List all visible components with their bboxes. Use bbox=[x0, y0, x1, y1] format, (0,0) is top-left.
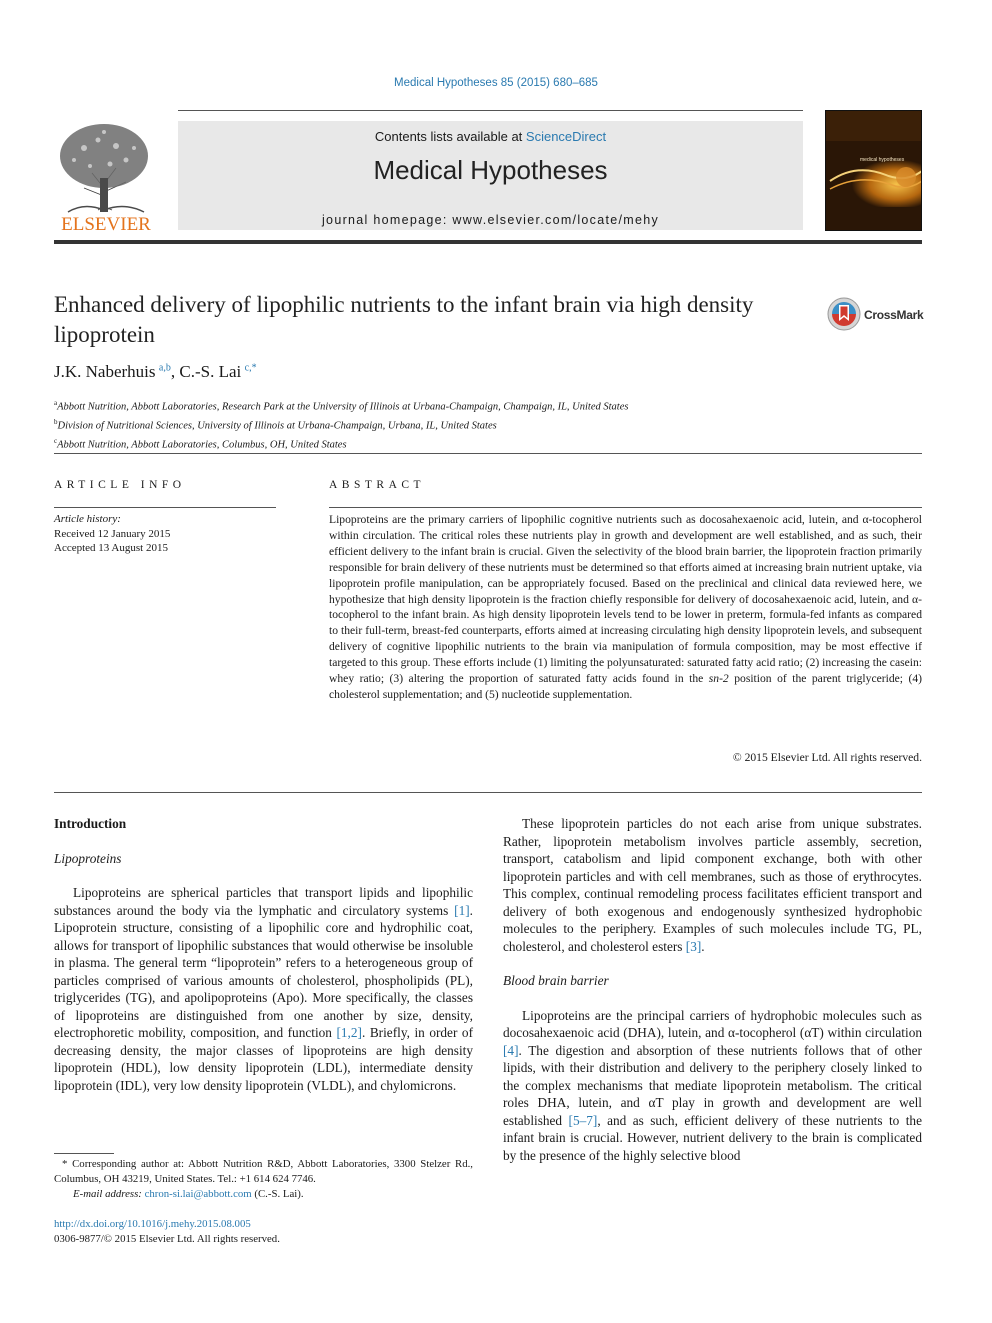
journal-cover-image bbox=[826, 111, 922, 231]
crossmark-badge[interactable] bbox=[826, 296, 926, 334]
affiliation-text: Abbott Nutrition, Abbott Laboratories, Research Park at the University of Illinois at Urbana-Champaign, Champaign, IL, United States bbox=[57, 401, 629, 413]
article-info-heading: ARTICLE INFO bbox=[54, 479, 186, 491]
corresponding-author-footnote bbox=[54, 1157, 473, 1202]
affiliation-text: Abbott Nutrition, Abbott Laboratories, Columbus, OH, United States bbox=[57, 439, 347, 451]
paragraph-text: Lipoproteins are spherical particles that transport lipids and lipophilic substances around the body via the lymphatic and circulatory systems bbox=[54, 885, 473, 918]
body-column-right bbox=[503, 815, 922, 1164]
abstract-emphasis: sn-2 bbox=[708, 672, 729, 686]
author-affiliation-marker[interactable]: a,b bbox=[158, 362, 171, 374]
crossmark-label: CrossMark bbox=[864, 308, 924, 322]
introduction-heading: Introduction bbox=[54, 816, 127, 831]
journal-cover-thumbnail[interactable] bbox=[825, 110, 922, 231]
paragraph-text: . bbox=[701, 938, 705, 954]
received-date: Received 12 January 2015 bbox=[54, 527, 171, 540]
issn-line: 0306-9877/© 2015 Elsevier Ltd. All rights reserved. bbox=[54, 1232, 280, 1245]
body-paragraph bbox=[503, 1007, 922, 1165]
journal-name: Medical Hypotheses bbox=[373, 155, 608, 185]
citation-link[interactable]: [1] bbox=[454, 902, 470, 918]
citation-link[interactable]: [4] bbox=[503, 1042, 519, 1058]
author-list: J.K. Naberhuis $^{a,b}$, C.-S. Lai $^{c,*}$ bbox=[54, 362, 257, 381]
header-thick-rule bbox=[54, 240, 922, 244]
author-affiliation-marker[interactable]: c,* bbox=[244, 362, 257, 374]
affiliation bbox=[54, 415, 628, 434]
abstract-rule bbox=[329, 507, 922, 508]
elsevier-logo[interactable] bbox=[54, 118, 158, 234]
paragraph-text: . Lipoprotein structure, consisting of a lipophilic core and hydrophilic coat, allows for transport of lipophilic substances that would otherwise be insoluble in plasma. The general term “lipoprotein” refers to a heterogeneous group of particles comprised of various amounts of cholesterol, phospholipids (PL), triglycerides (TG), and apolipoproteins (Apo). More specifically, the classes of lipoproteins are distinguished from one another by size, density, electrophoretic mobility, composition, and function bbox=[54, 902, 473, 1040]
article-title: Enhanced delivery of lipophilic nutrients to the infant brain via high density lipoprotein bbox=[54, 292, 754, 347]
abstract-text: position of the parent triglyceride; (4) cholesterol supplementation; and (5) nucleotide supplementation. bbox=[329, 672, 922, 701]
abstract-heading: ABSTRACT bbox=[329, 479, 426, 491]
affiliation-marker: c bbox=[54, 437, 58, 445]
email-suffix: (C.-S. Lai). bbox=[251, 1188, 304, 1200]
paragraph-text: These lipoprotein particles do not each arise from unique substrates. Rather, lipoprotein metabolism involves particle assembly, secretion, transport, catabolism and lipid component exchange, both with other lipoprotein particles and with cell membranes, such as those of erythrocytes. This complex, continual remodeling process facilitates efficient transport and delivery of both exogenous and endogenously synthesized hydrophobic molecules to the periphery. Examples of such molecules include TG, PL, cholesterol, and cholesterol esters bbox=[503, 816, 922, 954]
contents-prefix: Contents lists available at bbox=[374, 129, 526, 144]
affiliation-marker: a bbox=[54, 399, 58, 407]
email-link[interactable]: chron-si.lai@abbott.com bbox=[144, 1188, 252, 1200]
blood-brain-barrier-subheading: Blood brain barrier bbox=[503, 973, 609, 988]
paragraph-text: . Briefly, in order of decreasing density, the major classes of lipoproteins are high density lipoprotein (HDL), low density lipoprotein (LDL), intermediate density lipoprotein (IDL), very low density lipoprotein (VLDL), and chylomicrons. bbox=[54, 1025, 473, 1093]
author-name[interactable]: C.-S. Lai bbox=[179, 362, 242, 381]
paragraph-text: Lipoproteins are the principal carriers of hydrophobic molecules such as docosahexaenoic acid (DHA), lutein, and α-tocopherol (αT) within circulation bbox=[503, 1007, 922, 1040]
cover-title: medical hypotheses bbox=[860, 157, 905, 163]
doi-block bbox=[54, 1217, 280, 1246]
sciencedirect-link[interactable]: ScienceDirect bbox=[525, 129, 607, 144]
doi-link[interactable]: http://dx.doi.org/10.1016/j.mehy.2015.08.005 bbox=[54, 1218, 251, 1230]
history-label: Article history: bbox=[54, 513, 121, 525]
section-divider bbox=[54, 453, 922, 454]
author-name[interactable]: J.K. Naberhuis bbox=[54, 362, 156, 381]
body-paragraph bbox=[503, 815, 922, 955]
footnote-rule bbox=[54, 1153, 114, 1154]
corresponding-author: * Corresponding author at: Abbott Nutrition R&D, Abbott Laboratories, 3300 Stelzer Rd., Columbus, OH 43219, United States. Tel.: +1 614 624 7746. bbox=[54, 1158, 473, 1185]
affiliation-text: Division of Nutritional Sciences, University of Illinois at Urbana-Champaign, Urbana, IL, United States bbox=[57, 420, 497, 432]
affiliation bbox=[54, 434, 628, 453]
paragraph-text: , and as such, efficient delivery of these nutrients to the infant brain is crucial. However, nutrient delivery to the brain is complicated by the presence of the highly selective blood bbox=[503, 1112, 922, 1163]
affiliation-marker: b bbox=[54, 418, 58, 426]
affiliations bbox=[54, 396, 628, 453]
elsevier-tree-icon bbox=[54, 118, 158, 234]
contents-line bbox=[178, 129, 803, 144]
article-info-rule bbox=[54, 507, 276, 508]
body-column-left bbox=[54, 815, 473, 1094]
email-label: E-mail address: bbox=[73, 1188, 145, 1200]
body-paragraph bbox=[54, 884, 473, 1094]
homepage-url[interactable]: www.elsevier.com/locate/mehy bbox=[452, 213, 660, 227]
paragraph-text: . The digestion and absorption of these nutrients follows that of other lipids, with their distribution and delivery to the periphery closely linked to the complex mechanisms that mediate lipoprotein metabolism. The critical roles DHA, lutein, and αT play in growth and development are well established bbox=[503, 1042, 922, 1128]
journal-homepage bbox=[178, 213, 803, 227]
elsevier-wordmark: ELSEVIER bbox=[61, 214, 151, 234]
crossmark-icon bbox=[826, 296, 862, 332]
header-divider bbox=[178, 110, 803, 111]
section-divider bbox=[54, 792, 922, 793]
citation-link[interactable]: [5–7] bbox=[568, 1112, 598, 1128]
abstract-text: Lipoproteins are the primary carriers of lipophilic cognitive nutrients such as docosahexaenoic acid, lutein, and α-tocopherol within circulation. The critical roles these nutrients play in growth and development are well established, and as such, their efficient delivery to the infant brain is crucial. Given the selectivity of the blood brain barrier, the lipoprotein fraction primarily responsible for brain delivery of these nutrients must be determined so that efforts aimed at increasing brain nutrient uptake, via lipoprotein profile manipulation, can be appropriately focused. Based on the preclinical and clinical data reviewed here, we hypothesize that high density lipoprotein is the fraction chiefly responsible for delivery of docosahexaenoic acid, lutein, and α-tocopherol to the infant brain. As high density lipoprotein levels tend to be lower in preterm, formula-fed infants as compared to their full-term, breast-fed counterparts, efforts aimed at increasing circulating high density lipoprotein levels, and subsequent delivery of cognitive lipophilic nutrients to the brain via manipulation of formula composition, may be most effective if targeted to this group. These efforts include (1) limiting the polyunsaturated: saturated fatty acid ratio; (2) increasing the casein: whey ratio; (3) altering the proportion of saturated fatty acids found in the bbox=[329, 513, 922, 686]
affiliation bbox=[54, 396, 628, 415]
lipoproteins-subheading: Lipoproteins bbox=[54, 850, 122, 866]
abstract-body bbox=[329, 512, 922, 703]
citation-link[interactable]: [3] bbox=[685, 938, 702, 954]
abstract-copyright: © 2015 Elsevier Ltd. All rights reserved. bbox=[732, 751, 922, 764]
article-history bbox=[54, 512, 170, 556]
journal-header-box bbox=[178, 121, 803, 230]
homepage-prefix: journal homepage: bbox=[321, 213, 453, 227]
citation-link[interactable]: [1,2] bbox=[336, 1025, 362, 1040]
accepted-date: Accepted 13 August 2015 bbox=[54, 542, 168, 554]
email-line bbox=[54, 1187, 473, 1202]
journal-citation[interactable]: Medical Hypotheses 85 (2015) 680–685 bbox=[394, 77, 598, 89]
